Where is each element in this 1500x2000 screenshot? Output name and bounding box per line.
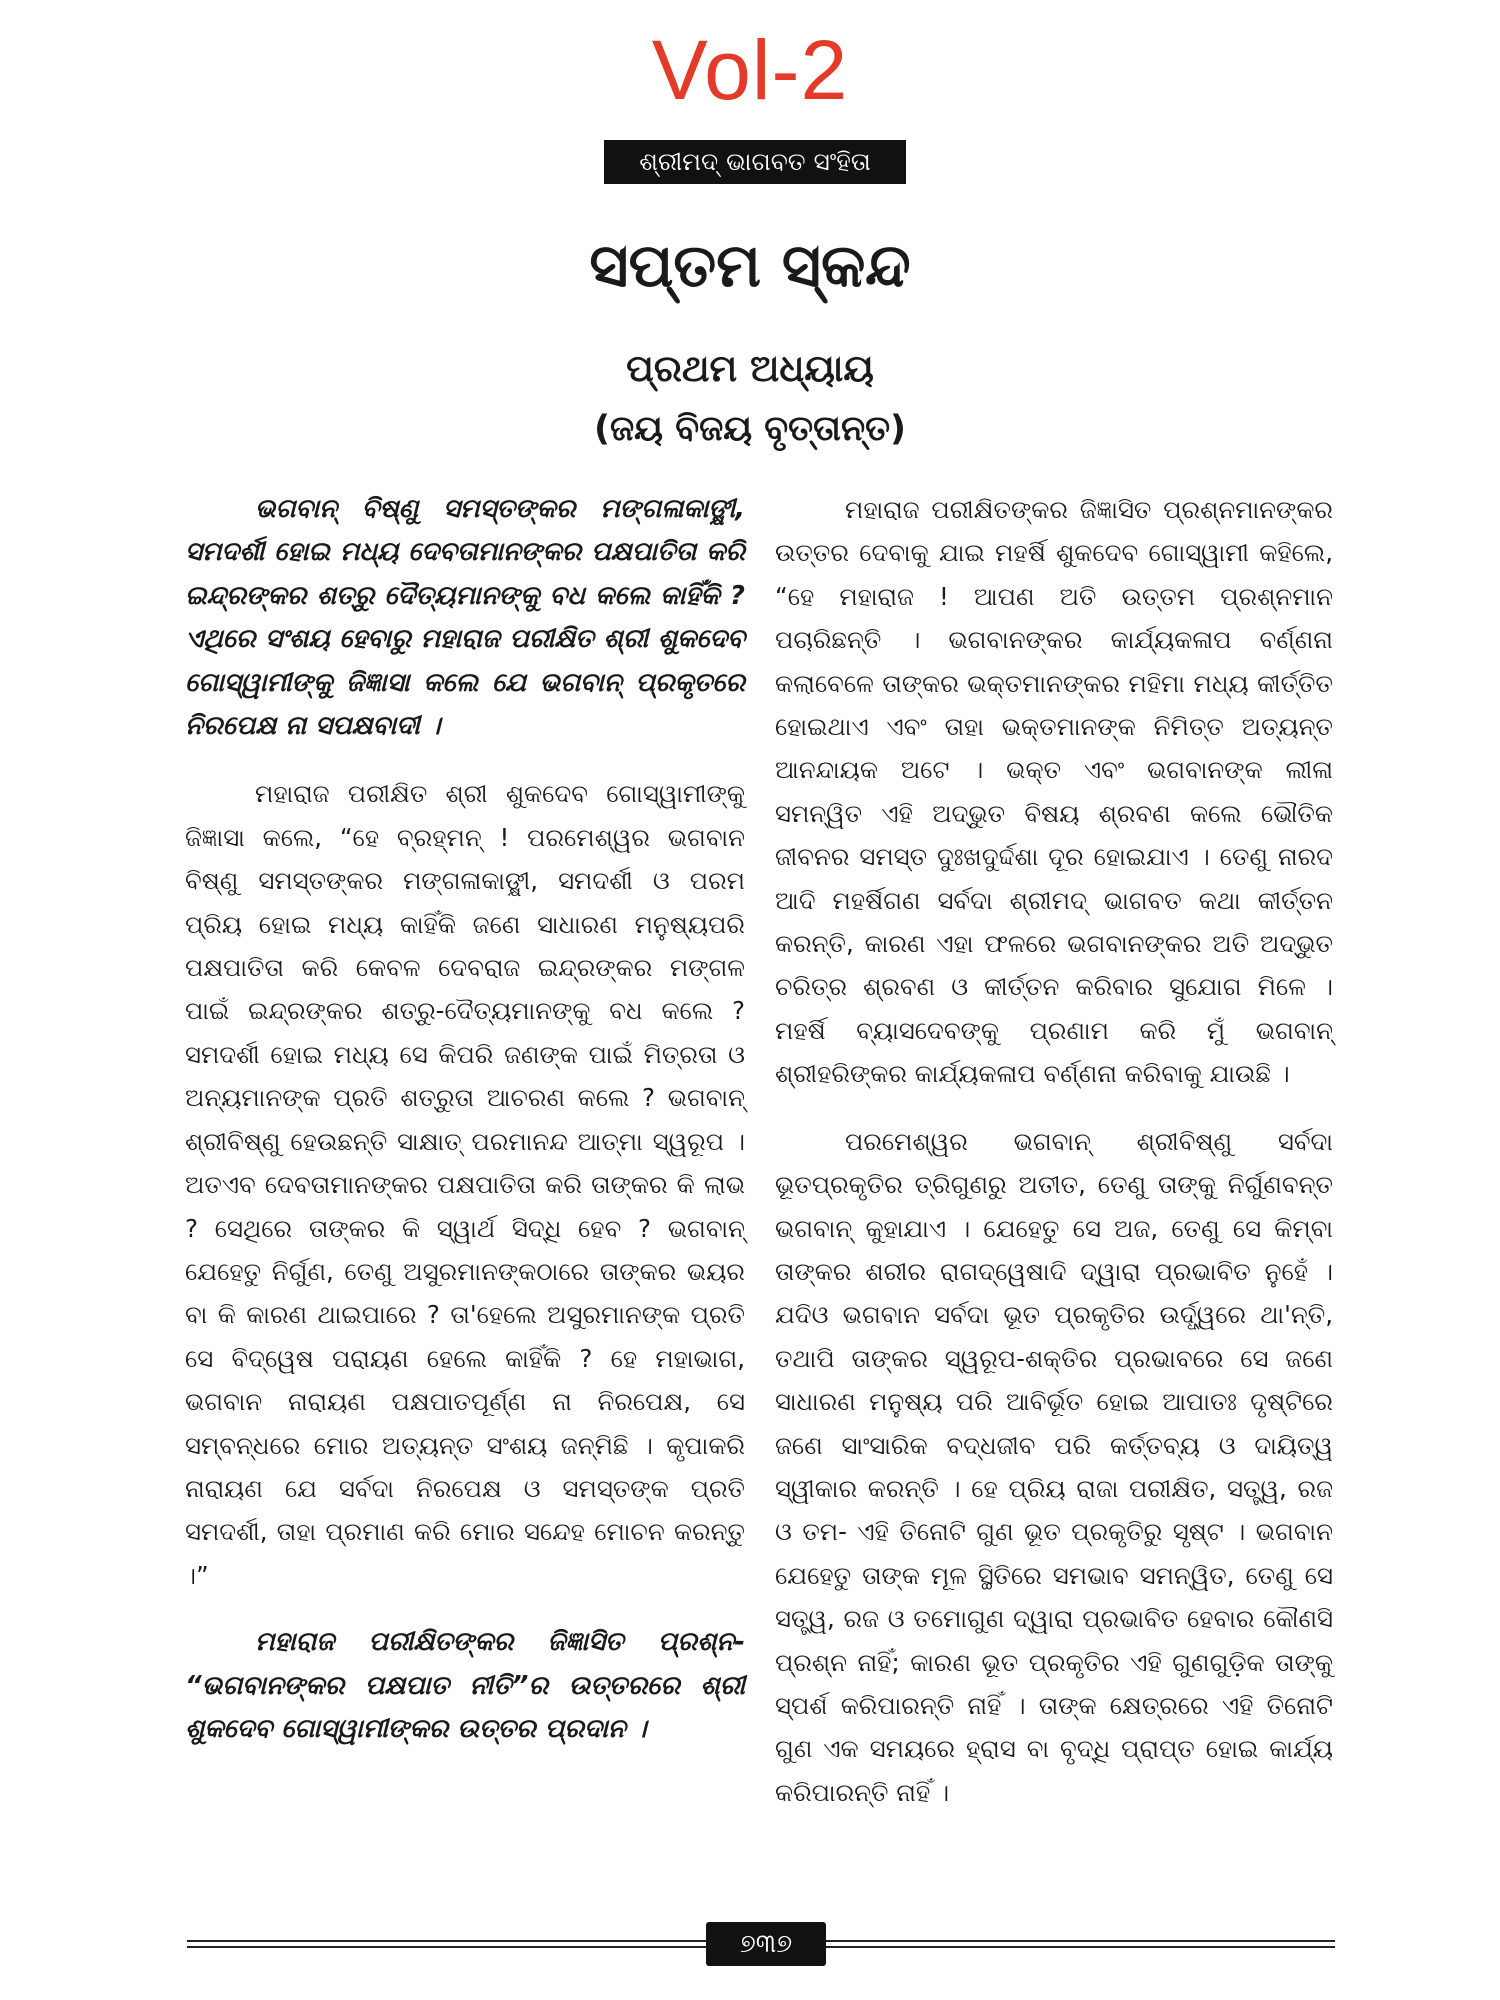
right-column (775, 488, 1333, 1814)
left-answer-heading: ମହାରାଜ ପରୀକ୍ଷିତଙ୍କର ଜିଜ୍ଞାସିତ ପ୍ରଶ୍ନ- “ଭଗବାନଙ୍କର ପକ୍ଷପାତ ନୀତି”ର ଉତ୍ତରରେ ଶ୍ରୀ ଶୁକଦେବ ଗୋସ୍ୱାମୀଙ୍କର ଉତ୍ତର ପ୍ରଦାନ । (185, 1627, 745, 1744)
chapter-title: ପ୍ରଥମ ଅଧ୍ୟାୟ (626, 347, 874, 390)
page-number: ୭୩୭ (706, 1922, 826, 1966)
book-title: ସପ୍ତମ ସ୍କନ୍ଦ (589, 231, 911, 301)
series-title-banner: ଶ୍ରୀମଦ୍ ଭାଗବତ ସଂହିତା (604, 140, 906, 184)
right-answer-paragraph-2: ପରମେଶ୍ୱର ଭଗବାନ୍ ଶ୍ରୀବିଷ୍ଣୁ ସର୍ବଦା ଭୂତପ୍ରକୃତିର ତ୍ରିଗୁଣରୁ ଅତୀତ, ତେଣୁ ତାଙ୍କୁ ନିର୍ଗୁଣବନ୍ତ ଭଗବାନ୍ କୁହାଯାଏ । ଯେହେତୁ ସେ ଅଜ, ତେଣୁ ସେ କିମ୍ବା ତାଙ୍କର ଶରୀର ରାଗଦ୍ୱେଷାଦି ଦ୍ୱାରା ପ୍ରଭାବିତ ନୁହେଁ । ଯଦିଓ ଭଗବାନ ସର୍ବଦା ଭୂତ ପ୍ରକୃତିର ଉର୍ଦ୍ଧ୍ୱରେ ଥା'ନ୍ତି, ତଥାପି ତାଙ୍କର ସ୍ୱରୂପ-ଶକ୍ତିର ପ୍ରଭାବରେ ସେ ଜଣେ ସାଧାରଣ ମନୁଷ୍ୟ ପରି ଆବିର୍ଭୂତ ହୋଇ ଆପାତଃ ଦୃଷ୍ଟିରେ ଜଣେ ସାଂସାରିକ ବଦ୍ଧଜୀବ ପରି କର୍ତ୍ତବ୍ୟ ଓ ଦାୟିତ୍ୱ ସ୍ୱୀକାର କରନ୍ତି । ହେ ପ୍ରିୟ ରାଜା ପରୀକ୍ଷିତ, ସତ୍ତ୍ୱ, ରଜ ଓ ତମ- ଏହି ତିନୋଟି ଗୁଣ ଭୂତ ପ୍ରକୃତିରୁ ସୃଷ୍ଟ । ଭଗବାନ ଯେହେତୁ ତାଙ୍କ ମୂଳ ସ୍ଥିତିରେ ସମଭାବ ସମନ୍ୱିତ, ତେଣୁ ସେ ସତ୍ତ୍ୱ, ରଜ ଓ ତମୋଗୁଣ ଦ୍ୱାରା ପ୍ରଭାବିତ ହେବାର କୌଣସି ପ୍ରଶ୍ନ ନାହିଁ; କାରଣ ଭୂତ ପ୍ରକୃତିର ଏହି ଗୁଣଗୁଡ଼ିକ ତାଙ୍କୁ ସ୍ପର୍ଶ କରିପାରନ୍ତି ନାହିଁ । ତାଙ୍କ କ୍ଷେତ୍ରରେ ଏହି ତିନୋଟି ଗୁଣ ଏକ ସମୟରେ ହ୍ରାସ ବା ବୃଦ୍ଧି ପ୍ରାପ୍ତ ହୋଇ କାର୍ଯ୍ୟ କରିପାରନ୍ତି ନାହିଁ । (775, 1126, 1333, 1807)
left-intro-summary: ଭଗବାନ୍ ବିଷ୍ଣୁ ସମସ୍ତଙ୍କର ମଙ୍ଗଳାକାଙ୍କ୍ଷୀ, ସମଦର୍ଶୀ ହୋଇ ମଧ୍ୟ ଦେବତାମାନଙ୍କର ପକ୍ଷପାତିତା କରି ଇନ୍ଦ୍ରଙ୍କର ଶତ୍ରୁ ଦୈତ୍ୟମାନଙ୍କୁ ବଧ କଲେ କାହିଁକି ? ଏଥିରେ ସଂଶୟ ହେବାରୁ ମହାରାଜ ପରୀକ୍ଷିତ ଶ୍ରୀ ଶୁକଦେବ ଗୋସ୍ୱାମୀଙ୍କୁ ଜିଜ୍ଞାସା କଲେ ଯେ ଭଗବାନ୍ ପ୍ରକୃତରେ ନିରପେକ୍ଷ ନା ସପକ୍ଷବାଦୀ । (185, 494, 745, 742)
right-answer-paragraph-1: ମହାରାଜ ପରୀକ୍ଷିତଙ୍କର ଜିଜ୍ଞାସିତ ପ୍ରଶ୍ନମାନଙ୍କର ଉତ୍ତର ଦେବାକୁ ଯାଇ ମହର୍ଷି ଶୁକଦେବ ଗୋସ୍ୱାମୀ କହିଲେ, “ହେ ମହାରାଜ ! ଆପଣ ଅତି ଉତ୍ତମ ପ୍ରଶ୍ନମାନ ପଚାରିଛନ୍ତି । ଭଗବାନଙ୍କର କାର୍ଯ୍ୟକଳାପ ବର୍ଣ୍ଣନା କଲାବେଳେ ତାଙ୍କର ଭକ୍ତମାନଙ୍କର ମହିମା ମଧ୍ୟ କୀର୍ତ୍ତିତ ହୋଇଥାଏ ଏବଂ ତାହା ଭକ୍ତମାନଙ୍କ ନିମିତ୍ତ ଅତ୍ୟନ୍ତ ଆନନ୍ଦାୟକ ଅଟେ । ଭକ୍ତ ଏବଂ ଭଗବାନଙ୍କ ଲୀଳା ସମନ୍ୱିତ ଏହି ଅଦ୍ଭୁତ ବିଷୟ ଶ୍ରବଣ କଲେ ଭୌତିକ ଜୀବନର ସମସ୍ତ ଦୁଃଖଦୁର୍ଦ୍ଦଶା ଦୂର ହୋଇଯାଏ । ତେଣୁ ନାରଦ ଆଦି ମହର୍ଷିଗଣ ସର୍ବଦା ଶ୍ରୀମଦ୍ ଭାଗବତ କଥା କୀର୍ତ୍ତନ କରନ୍ତି, କାରଣ ଏହା ଫଳରେ ଭଗବାନଙ୍କର ଅତି ଅଦ୍ଭୁତ ଚରିତ୍ର ଶ୍ରବଣ ଓ କୀର୍ତ୍ତନ କରିବାର ସୁଯୋଗ ମିଳେ । ମହର୍ଷି ବ୍ୟାସଦେବଙ୍କୁ ପ୍ରଣାମ କରି ମୁଁ ଭଗବାନ୍ ଶ୍ରୀହରିଙ୍କର କାର୍ଯ୍ୟକଳାପ ବର୍ଣ୍ଣନା କରିବାକୁ ଯାଉଛି । (775, 495, 1333, 1089)
left-question-paragraph: ମହାରାଜ ପରୀକ୍ଷିତ ଶ୍ରୀ ଶୁକଦେବ ଗୋସ୍ୱାମୀଙ୍କୁ ଜିଜ୍ଞାସା କଲେ, “ହେ ବ୍ରହ୍ମନ୍ ! ପରମେଶ୍ୱର ଭଗବାନ ବିଷ୍ଣୁ ସମସ୍ତଙ୍କର ମଙ୍ଗଳାକାଙ୍କ୍ଷୀ, ସମଦର୍ଶୀ ଓ ପରମ ପ୍ରିୟ ହୋଇ ମଧ୍ୟ କାହିଁକି ଜଣେ ସାଧାରଣ ମନୁଷ୍ୟପରି ପକ୍ଷପାତିତା କରି କେବଳ ଦେବରାଜ ଇନ୍ଦ୍ରଙ୍କର ମଙ୍ଗଳ ପାଇଁ ଇନ୍ଦ୍ରଙ୍କର ଶତ୍ରୁ-ଦୈତ୍ୟମାନଙ୍କୁ ବଧ କଲେ ? ସମଦର୍ଶୀ ହୋଇ ମଧ୍ୟ ସେ କିପରି ଜଣଙ୍କ ପାଇଁ ମିତ୍ରତା ଓ ଅନ୍ୟମାନଙ୍କ ପ୍ରତି ଶତ୍ରୁତା ଆଚରଣ କଲେ ? ଭଗବାନ୍ ଶ୍ରୀବିଷ୍ଣୁ ହେଉଛନ୍ତି ସାକ୍ଷାତ୍ ପରମାନନ୍ଦ ଆତ୍ମା ସ୍ୱରୂପ । ଅତଏବ ଦେବତାମାନଙ୍କର ପକ୍ଷପାତିତା କରି ତାଙ୍କର କି ଲାଭ ? ସେଥିରେ ତାଙ୍କର କି ସ୍ୱାର୍ଥ ସିଦ୍ଧି ହେବ ? ଭଗବାନ୍ ଯେହେତୁ ନିର୍ଗୁଣ, ତେଣୁ ଅସୁରମାନଙ୍କଠାରେ ତାଙ୍କର ଭୟର ବା କି କାରଣ ଥାଇପାରେ ? ତା'ହେଲେ ଅସୁରମାନଙ୍କ ପ୍ରତି ସେ ବିଦ୍ୱେଷ ପରାୟଣ ହେଲେ କାହିଁକି ? ହେ ମହାଭାଗ, ଭଗବାନ ନାରାୟଣ ପକ୍ଷପାତପୂର୍ଣ୍ଣ ନା ନିରପେକ୍ଷ, ସେ ସମ୍ବନ୍ଧରେ ମୋର ଅତ୍ୟନ୍ତ ସଂଶୟ ଜନ୍ମିଛି । କୃପାକରି ନାରାୟଣ ଯେ ସର୍ବଦା ନିରପେକ୍ଷ ଓ ସମସ୍ତଙ୍କ ପ୍ରତି ସମଦର୍ଶୀ, ତାହା ପ୍ରମାଣ କରି ମୋର ସନ୍ଦେହ ମୋଚନ କରନ୍ତୁ ।” (185, 779, 745, 1590)
page-footer (187, 1920, 1335, 1974)
volume-label: Vol-2 (651, 23, 849, 117)
left-column (185, 488, 745, 1751)
chapter-subtitle: (ଜୟ ବିଜୟ ବୃତ୍ତାନ୍ତ) (593, 409, 907, 449)
